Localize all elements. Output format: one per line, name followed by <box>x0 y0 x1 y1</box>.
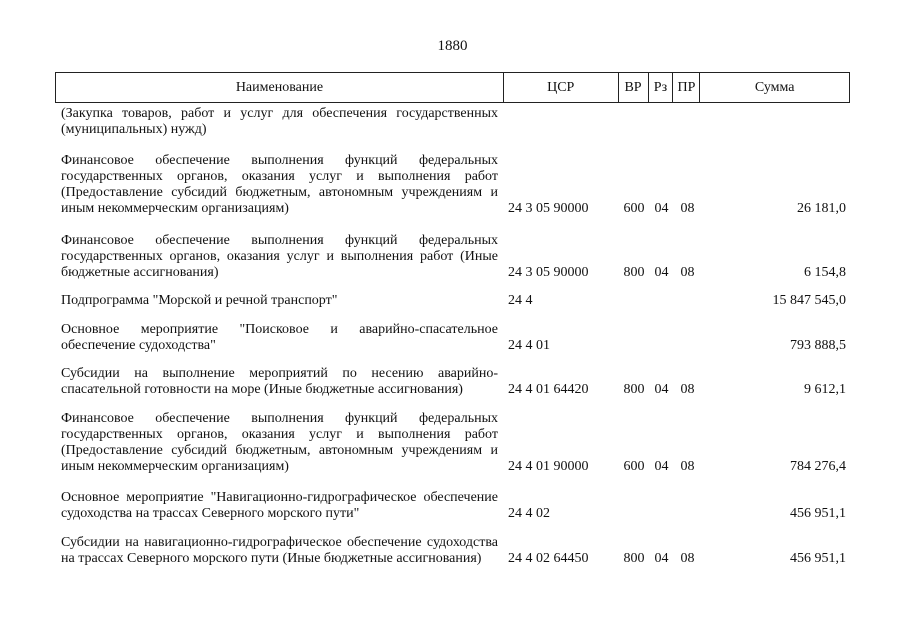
row-pr: 08 <box>680 265 695 280</box>
header-sum: Сумма <box>754 79 795 95</box>
row-name: Финансовое обеспечение выполнения функций федеральных государственных органов, оказания услуг и выполнения работ (Предоставление субсидий бюджетным, автономным учреждениям и иным некоммерческим организациям) <box>61 411 498 474</box>
table-row <box>55 535 850 567</box>
row-csr: 24 4 02 <box>508 506 550 521</box>
header-vr: ВР <box>619 73 649 102</box>
row-rz: 04 <box>654 265 669 280</box>
table-row <box>55 490 850 522</box>
row-csr: 24 4 01 90000 <box>508 459 589 474</box>
header-pr: ПР <box>673 73 700 102</box>
header-rz: Рз <box>649 73 674 102</box>
table-row <box>55 293 850 309</box>
table-row <box>55 411 850 475</box>
table-row <box>55 233 850 281</box>
row-csr: 24 4 <box>508 293 533 308</box>
row-name: (Закупка товаров, работ и услуг для обеспечения государственных (муниципальных) нужд) <box>61 106 498 137</box>
row-vr: 800 <box>623 265 645 280</box>
row-vr: 600 <box>623 201 645 216</box>
row-sum: 784 276,4 <box>790 459 846 474</box>
row-pr: 08 <box>680 382 695 397</box>
row-csr: 24 3 05 90000 <box>508 265 589 280</box>
row-rz: 04 <box>654 201 669 216</box>
table-header <box>55 72 850 103</box>
header-name: Наименование <box>56 73 504 102</box>
row-sum: 456 951,1 <box>790 551 846 566</box>
table-row <box>55 366 850 398</box>
row-csr: 24 4 01 <box>508 338 550 353</box>
header-csr: ЦСР <box>504 73 619 102</box>
row-name: Субсидии на навигационно-гидрографическое обеспечение судоходства на трассах Северного морского пути (Иные бюджетные ассигнования) <box>61 535 498 566</box>
row-sum: 26 181,0 <box>797 201 846 216</box>
row-vr: 600 <box>623 459 645 474</box>
row-pr: 08 <box>680 459 695 474</box>
page-number: 1880 <box>437 38 468 54</box>
row-vr: 800 <box>623 551 645 566</box>
row-rz: 04 <box>654 551 669 566</box>
row-name: Субсидии на выполнение мероприятий по несению аварийно-спасательной готовности на море (Иные бюджетные ассигнования) <box>61 366 498 397</box>
row-vr: 800 <box>623 382 645 397</box>
row-sum: 15 847 545,0 <box>772 293 846 308</box>
table-row <box>55 106 850 138</box>
row-csr: 24 4 01 64420 <box>508 382 589 397</box>
row-sum: 9 612,1 <box>804 382 846 397</box>
row-pr: 08 <box>680 201 695 216</box>
row-name: Финансовое обеспечение выполнения функций федеральных государственных органов, оказания услуг и выполнения работ (Иные бюджетные ассигнования) <box>61 233 498 280</box>
table-row <box>55 322 850 354</box>
row-name: Подпрограмма "Морской и речной транспорт" <box>61 293 338 308</box>
row-pr: 08 <box>680 551 695 566</box>
table-row <box>55 153 850 217</box>
row-name: Финансовое обеспечение выполнения функций федеральных государственных органов, оказания услуг и выполнения работ (Предоставление субсидий бюджетным, автономным учреждениям и иным некоммерческим организациям) <box>61 153 498 216</box>
row-sum: 793 888,5 <box>790 338 846 353</box>
row-rz: 04 <box>654 459 669 474</box>
row-sum: 6 154,8 <box>804 265 846 280</box>
row-name: Основное мероприятие "Навигационно-гидрографическое обеспечение судоходства на трассах Северного морского пути" <box>61 490 498 521</box>
row-sum: 456 951,1 <box>790 506 846 521</box>
row-name: Основное мероприятие "Поисковое и аварийно-спасательное обеспечение судоходства" <box>61 322 498 353</box>
row-csr: 24 4 02 64450 <box>508 551 589 566</box>
row-rz: 04 <box>654 382 669 397</box>
row-csr: 24 3 05 90000 <box>508 201 589 216</box>
